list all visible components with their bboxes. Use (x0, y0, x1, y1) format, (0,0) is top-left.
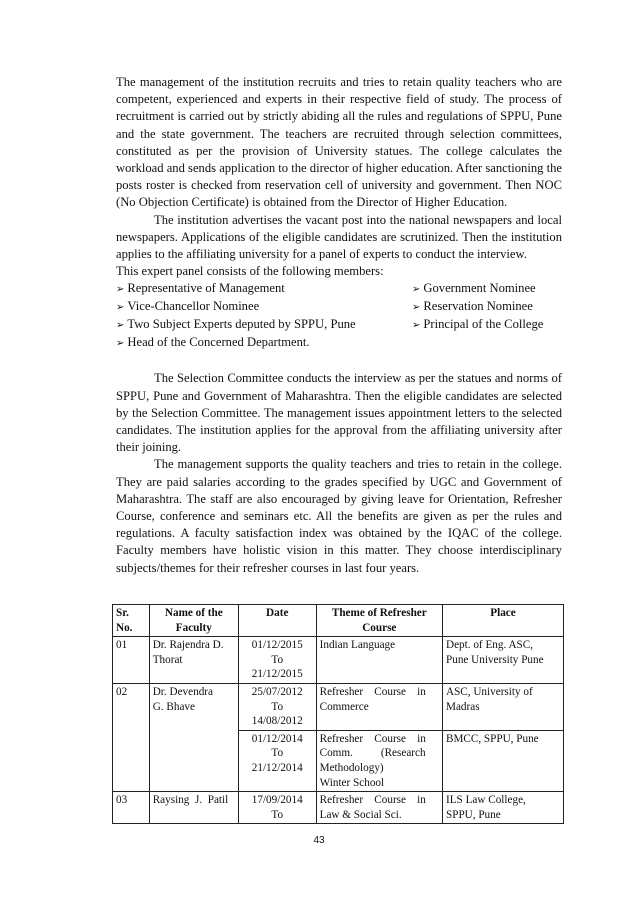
cell-theme: Refresher Course in Commerce (316, 683, 442, 730)
table-row (113, 792, 564, 824)
table-header-row (113, 605, 564, 637)
header-place: Place (443, 605, 564, 637)
arrow-bullet-icon: ➢ (116, 320, 125, 332)
cell-place: Dept. of Eng. ASC, Pune University Pune (443, 637, 564, 684)
cell-place: ILS Law College, SPPU, Pune (443, 792, 564, 824)
paragraph-recruitment: The management of the institution recruits and tries to retain quality teachers who are competent, experienced and experts in their respective field of study. The process of recruitment is carried out by strictly abiding all the rules and regulations of SPPU, Pune and the state government. The teachers are recruited through selection committees, constituted as per the provision of University statues. The college calculates the workload and sends application to the director of higher education. After sanctioning the posts roster is checked from reservation cell of university and government. Then NOC (No Objection Certificate) is obtained from the Director of Higher Education. (116, 75, 562, 210)
cell-faculty: Dr. Devendra G. Bhave (149, 683, 238, 791)
cell-theme: Refresher Course in Law & Social Sci. (316, 792, 442, 824)
member-item: ➢ Principal of the College (412, 317, 544, 332)
header-date: Date (238, 605, 316, 637)
member-item: ➢ Vice-Chancellor Nominee (116, 299, 260, 314)
cell-date: 17/09/2014 To (238, 792, 316, 824)
paragraph-retention: The management supports the quality teachers and tries to retain in the college. They are paid salaries according to the grades specified by UGC and Government of Maharashtra. The staff are also encouraged by giving leave for Orientation, Refresher Course, conference and seminars etc. All the benefits are given as per the rules and regulations. A faculty satisfaction index was obtained by the IQAC of the college. Faculty members have holistic vision in this matter. They choose interdisciplinary subjects/themes for their refresher courses in last four years. (116, 457, 562, 575)
member-item: ➢ Representative of Management (116, 281, 285, 296)
cell-place: BMCC, SPPU, Pune (443, 730, 564, 791)
arrow-bullet-icon: ➢ (116, 284, 125, 296)
cell-date: 01/12/2014 To 21/12/2014 (238, 730, 316, 791)
arrow-bullet-icon: ➢ (412, 320, 421, 332)
member-item: ➢ Government Nominee (412, 281, 536, 296)
paragraph-panel-intro: This expert panel consists of the following members: (116, 264, 384, 279)
cell-theme: Refresher Course in Comm. (Research Methodology) Winter School (316, 730, 442, 791)
cell-date: 25/07/2012 To 14/08/2012 (238, 683, 316, 730)
arrow-bullet-icon: ➢ (116, 338, 125, 350)
arrow-bullet-icon: ➢ (412, 284, 421, 296)
table-row (113, 637, 564, 684)
member-item: ➢ Head of the Concerned Department. (116, 335, 310, 350)
page-content (116, 74, 562, 577)
header-faculty-name: Name of the Faculty (149, 605, 238, 637)
cell-sr: 03 (113, 792, 150, 824)
cell-faculty: Dr. Rajendra D. Thorat (149, 637, 238, 684)
member-item: ➢ Two Subject Experts deputed by SPPU, Pune (116, 317, 356, 332)
header-theme: Theme of Refresher Course (316, 605, 442, 637)
cell-sr: 01 (113, 637, 150, 684)
paragraph-selection: The Selection Committee conducts the interview as per the statues and norms of SPPU, Pune and Government of Maharashtra. Then the eligible candidates are selected by the Selection Committee. The management issues appointment letters to the selected candidates. The institution applies for the approval from the affiliating university after their joining. (116, 371, 562, 455)
refresher-course-table (112, 604, 564, 824)
panel-members-list (116, 280, 562, 352)
table-row (113, 683, 564, 730)
page-number: 43 (313, 835, 325, 846)
member-item: ➢ Reservation Nominee (412, 299, 533, 314)
cell-date: 01/12/2015 To 21/12/2015 (238, 637, 316, 684)
cell-place: ASC, University of Madras (443, 683, 564, 730)
arrow-bullet-icon: ➢ (116, 302, 125, 314)
paragraph-advertisement: The institution advertises the vacant post into the national newspapers and local newspapers. Applications of the eligible candidates are scrutinized. Then the institution applies to the affiliating university for a panel of experts to conduct the interview. (116, 212, 562, 262)
cell-theme: Indian Language (316, 637, 442, 684)
cell-faculty: Raysing J. Patil (149, 792, 238, 824)
cell-sr: 02 (113, 683, 150, 791)
arrow-bullet-icon: ➢ (412, 302, 421, 314)
header-sr-no: Sr. No. (113, 605, 150, 637)
